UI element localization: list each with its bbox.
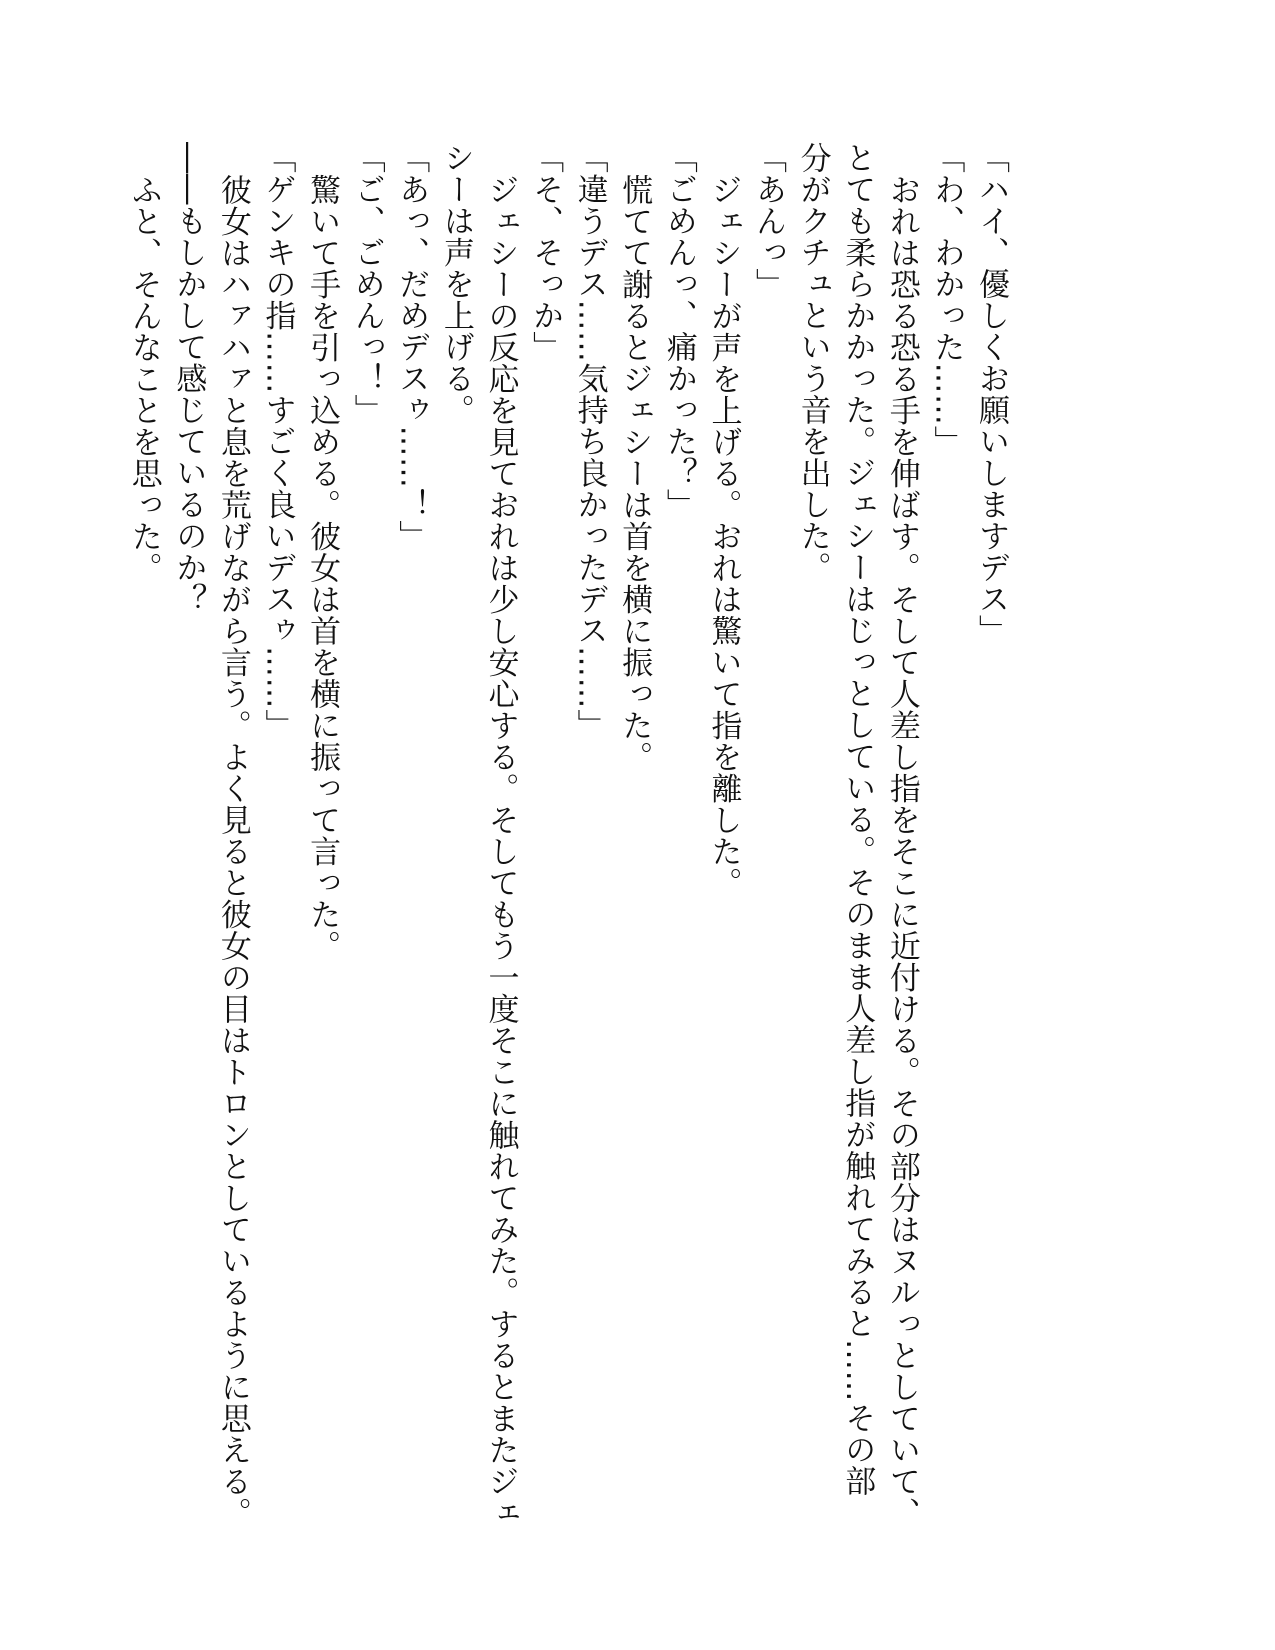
text-line-18: 彼女はハァハァと息を荒げながら言う。よく見ると彼女の目はトロンとしているように思える。 [214, 174, 251, 1529]
text-line-12: ジェシーの反応を見ておれは少し安心する。そしてもう一度そこに触れてみた。するとまたジェ [482, 174, 519, 1529]
text-line-2: 「わ、わかった……」 [928, 142, 965, 457]
text-line-5: 分がクチュという音を出した。 [794, 142, 831, 583]
text-line-14: 「あっ、だめデスゥ……！」 [393, 142, 430, 552]
text-line-17: 「ゲンキの指……すごく良いデスゥ……」 [259, 142, 296, 741]
text-line-15: 「ご、ごめんっ！」 [348, 142, 385, 426]
text-line-1: 「ハイ、優しくお願いしますデス」 [973, 142, 1009, 646]
text-line-6: 「あんっ」 [750, 142, 787, 300]
text-line-8: 「ごめんっ、痛かった？」 [660, 142, 697, 520]
text-line-9: 慌てて謝るとジェシーは首を横に振った。 [616, 174, 653, 773]
text-line-16: 驚いて手を引っ込める。彼女は首を横に振って言った。 [304, 174, 341, 962]
text-line-7: ジェシーが声を上げる。おれは驚いて指を離した。 [705, 174, 742, 899]
text-line-4: とても柔らかかった。ジェシーはじっとしている。そのまま人差し指が触れてみると……その部 [839, 142, 876, 1497]
text-line-10: 「違うデス……気持ち良かったデス……」 [571, 142, 608, 741]
text-line-13: シーは声を上げる。 [437, 142, 474, 426]
text-line-19: ――もしかして感じているのか？ [170, 142, 207, 615]
vertical-text-body [121, 142, 1013, 1529]
text-line-3: おれは恐る恐る手を伸ばす。そして人差し指をそこに近付ける。その部分はヌルっとしていて、 [883, 174, 920, 1529]
text-line-20: ふと、そんなことを思った。 [125, 174, 162, 584]
text-line-11: 「そ、そっか」 [527, 142, 564, 363]
